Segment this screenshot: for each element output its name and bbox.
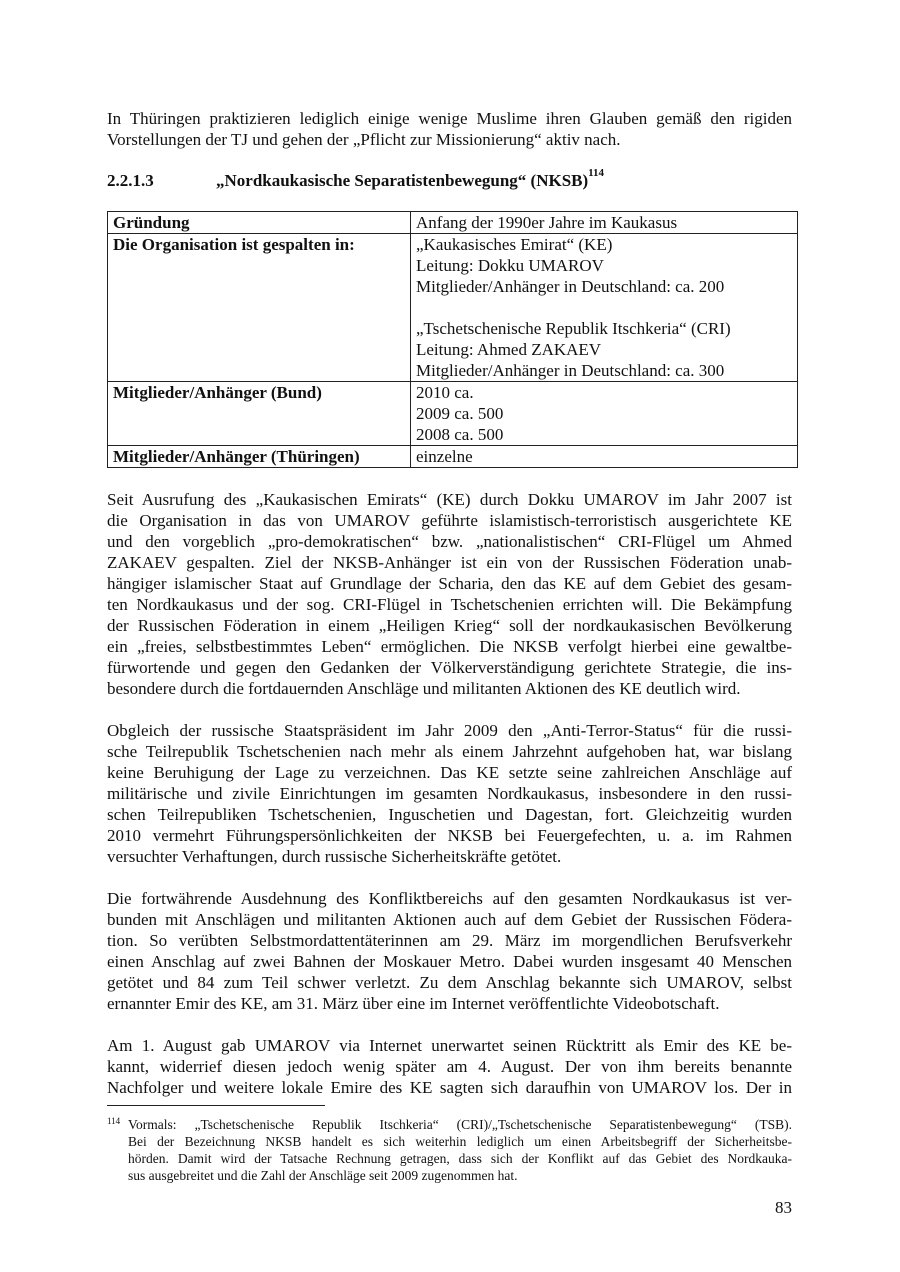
table-value-line: einzelne [416,447,473,466]
body-paragraph [107,888,792,1014]
text-line: schen Teilrepubliken Tschetschenien, Inguschetien und Dagestan, fort. Gleichzeitig wurden [107,805,792,824]
footnote-line: hörden. Damit wird der Tatsache Rechnung getragen, dass sich der Konflikt auf das Gebiet des Nordkauka- [128,1151,792,1166]
table-value-cell [411,382,798,446]
text-line: keine Beruhigung der Lage zu verzeichnen. Das KE setzte seine zahlreichen Anschläge auf [107,763,792,782]
table-key-cell: Mitglieder/Anhänger (Bund) [108,382,411,446]
section-heading [107,167,792,195]
footnote-line: Vormals: „Tschetschenische Republik Itschkeria“ (CRI)/„Tschetschenische Separatistenbewegung“ (TSB). [128,1117,792,1132]
table-blank-line [416,297,792,318]
text-line: ernannter Emir des KE, am 31. März über eine im Internet veröffentlichte Videobotschaft. [107,994,720,1013]
footnote-separator [107,1105,325,1106]
text-line: ZAKAEV gespalten. Ziel der NKSB-Anhänger ist ein von der Russischen Föderation unab- [107,553,792,572]
text-line: tion. So verübten Selbstmordattentäterinnen am 29. März im morgendlichen Berufsverkehr [107,931,792,950]
intro-paragraph [107,108,792,150]
text-line: hängiger islamischer Staat auf Grundlage der Scharia, den das KE auf dem Gebiet des gesam- [107,574,792,593]
text-line: bunden mit Anschlägen und militanten Aktionen auch auf dem Gebiet der Russischen Födera- [107,910,792,929]
text-line: ten Nordkaukasus und der sog. CRI-Flügel in Tschetschenien errichten will. Die Bekämpfung [107,595,792,614]
text-line: Nachfolger und weitere lokale Emire des KE sagten sich daraufhin von UMAROV los. Der in [107,1078,792,1097]
table-key-cell: Mitglieder/Anhänger (Thüringen) [108,446,411,468]
text-line: besondere durch die fortdauernden Anschläge und militanten Aktionen des KE deutlich wird. [107,679,741,698]
footnote-line: sus ausgebreitet und die Zahl der Anschläge seit 2009 zugenommen hat. [128,1168,518,1183]
table-value-line: Mitglieder/Anhänger in Deutschland: ca. 200 [416,277,725,296]
body-paragraph [107,1035,792,1098]
table-value-line: 2009 ca. 500 [416,404,504,423]
body-paragraph [107,720,792,867]
table-value-line: Mitglieder/Anhänger in Deutschland: ca. 300 [416,361,725,380]
table-value-line: Leitung: Ahmed ZAKAEV [416,340,602,359]
section-title-wrap [216,167,605,191]
text-line: Die fortwährende Ausdehnung des Konfliktbereichs auf den gesamten Nordkaukasus ist ver- [107,889,792,908]
organisation-facts-table [107,211,798,468]
text-line: ein „freies, selbstbestimmtes Leben“ ermöglichen. Die NKSB verfolgt hierbei eine gewaltbe- [107,637,792,656]
text-line: Vorstellungen der TJ und gehen der „Pflicht zur Missionierung“ aktiv nach. [107,130,621,149]
section-number: 2.2.1.3 [107,171,154,190]
text-line: 2010 vermehrt Führungspersönlichkeiten der NKSB bei Feuergefechten, u. a. im Rahmen [107,826,792,845]
table-value-cell [411,212,798,234]
footnote-reference: 114 [588,167,605,179]
table-row [108,234,798,382]
table-row [108,446,798,468]
text-line: fürwortende und gegen den Gedanken der Völkerverständigung gerichtete Strategie, die ins- [107,658,792,677]
table-key-cell: Die Organisation ist gespalten in: [108,234,411,382]
text-line: versuchter Verhaftungen, durch russische Sicherheitskräfte getötet. [107,847,562,866]
table-value-line: 2008 ca. 500 [416,425,504,444]
footnote [107,1116,792,1184]
page-content [107,108,792,1098]
text-line: die Organisation in das von UMAROV geführte islamistisch-terroristisch ausgerichtete KE [107,511,792,530]
table-key-cell: Gründung [108,212,411,234]
footnote-text [128,1116,792,1184]
section-title: „Nordkaukasische Separatistenbewegung“ (NKSB) [216,171,589,190]
body-paragraph [107,489,792,699]
text-line: Am 1. August gab UMAROV via Internet unerwartet seinen Rücktritt als Emir des KE be- [107,1036,792,1055]
text-line: sche Teilrepublik Tschetschenien nach mehr als einem Jahrzehnt aufgehoben hat, war bislang [107,742,792,761]
table-value-cell [411,234,798,382]
table-row [108,382,798,446]
text-line: Seit Ausrufung des „Kaukasischen Emirats“ (KE) durch Dokku UMAROV im Jahr 2007 ist [107,490,792,509]
text-line: Obgleich der russische Staatspräsident im Jahr 2009 den „Anti-Terror-Status“ für die russi- [107,721,792,740]
footnote-number: 114 [107,1116,121,1126]
text-line: der Russischen Föderation in einem „Heiligen Krieg“ soll der nordkaukasischen Bevölkerung [107,616,792,635]
text-line: einen Anschlag auf zwei Bahnen der Moskauer Metro. Dabei wurden insgesamt 40 Menschen [107,952,792,971]
text-line: und den vorgeblich „pro-demokratischen“ bzw. „nationalistischen“ CRI-Flügel um Ahmed [107,532,792,551]
table-value-line: 2010 ca. [416,383,474,402]
footnote-line: Bei der Bezeichnung NKSB handelt es sich weiterhin lediglich um einen Arbeitsbegriff der Sicherheitsbe- [128,1134,792,1149]
text-line: kannt, widerrief diesen jedoch wenig später am 4. August. Der von ihm bereits benannte [107,1057,792,1076]
table-value-line: Anfang der 1990er Jahre im Kaukasus [416,213,678,232]
page-number: 83 [775,1198,792,1217]
table-value-line: „Kaukasisches Emirat“ (KE) [416,235,613,254]
table-value-cell [411,446,798,468]
text-line: getötet und 84 zum Teil schwer verletzt. Zu dem Anschlag bekannte sich UMAROV, selbst [107,973,792,992]
text-line: militärische und zivile Einrichtungen im gesamten Nordkaukasus, insbesondere in den russi- [107,784,792,803]
text-line: In Thüringen praktizieren lediglich einige wenige Muslime ihren Glauben gemäß den rigiden [107,109,792,128]
table-row [108,212,798,234]
table-value-line: „Tschetschenische Republik Itschkeria“ (CRI) [416,319,731,338]
table-value-line: Leitung: Dokku UMAROV [416,256,604,275]
